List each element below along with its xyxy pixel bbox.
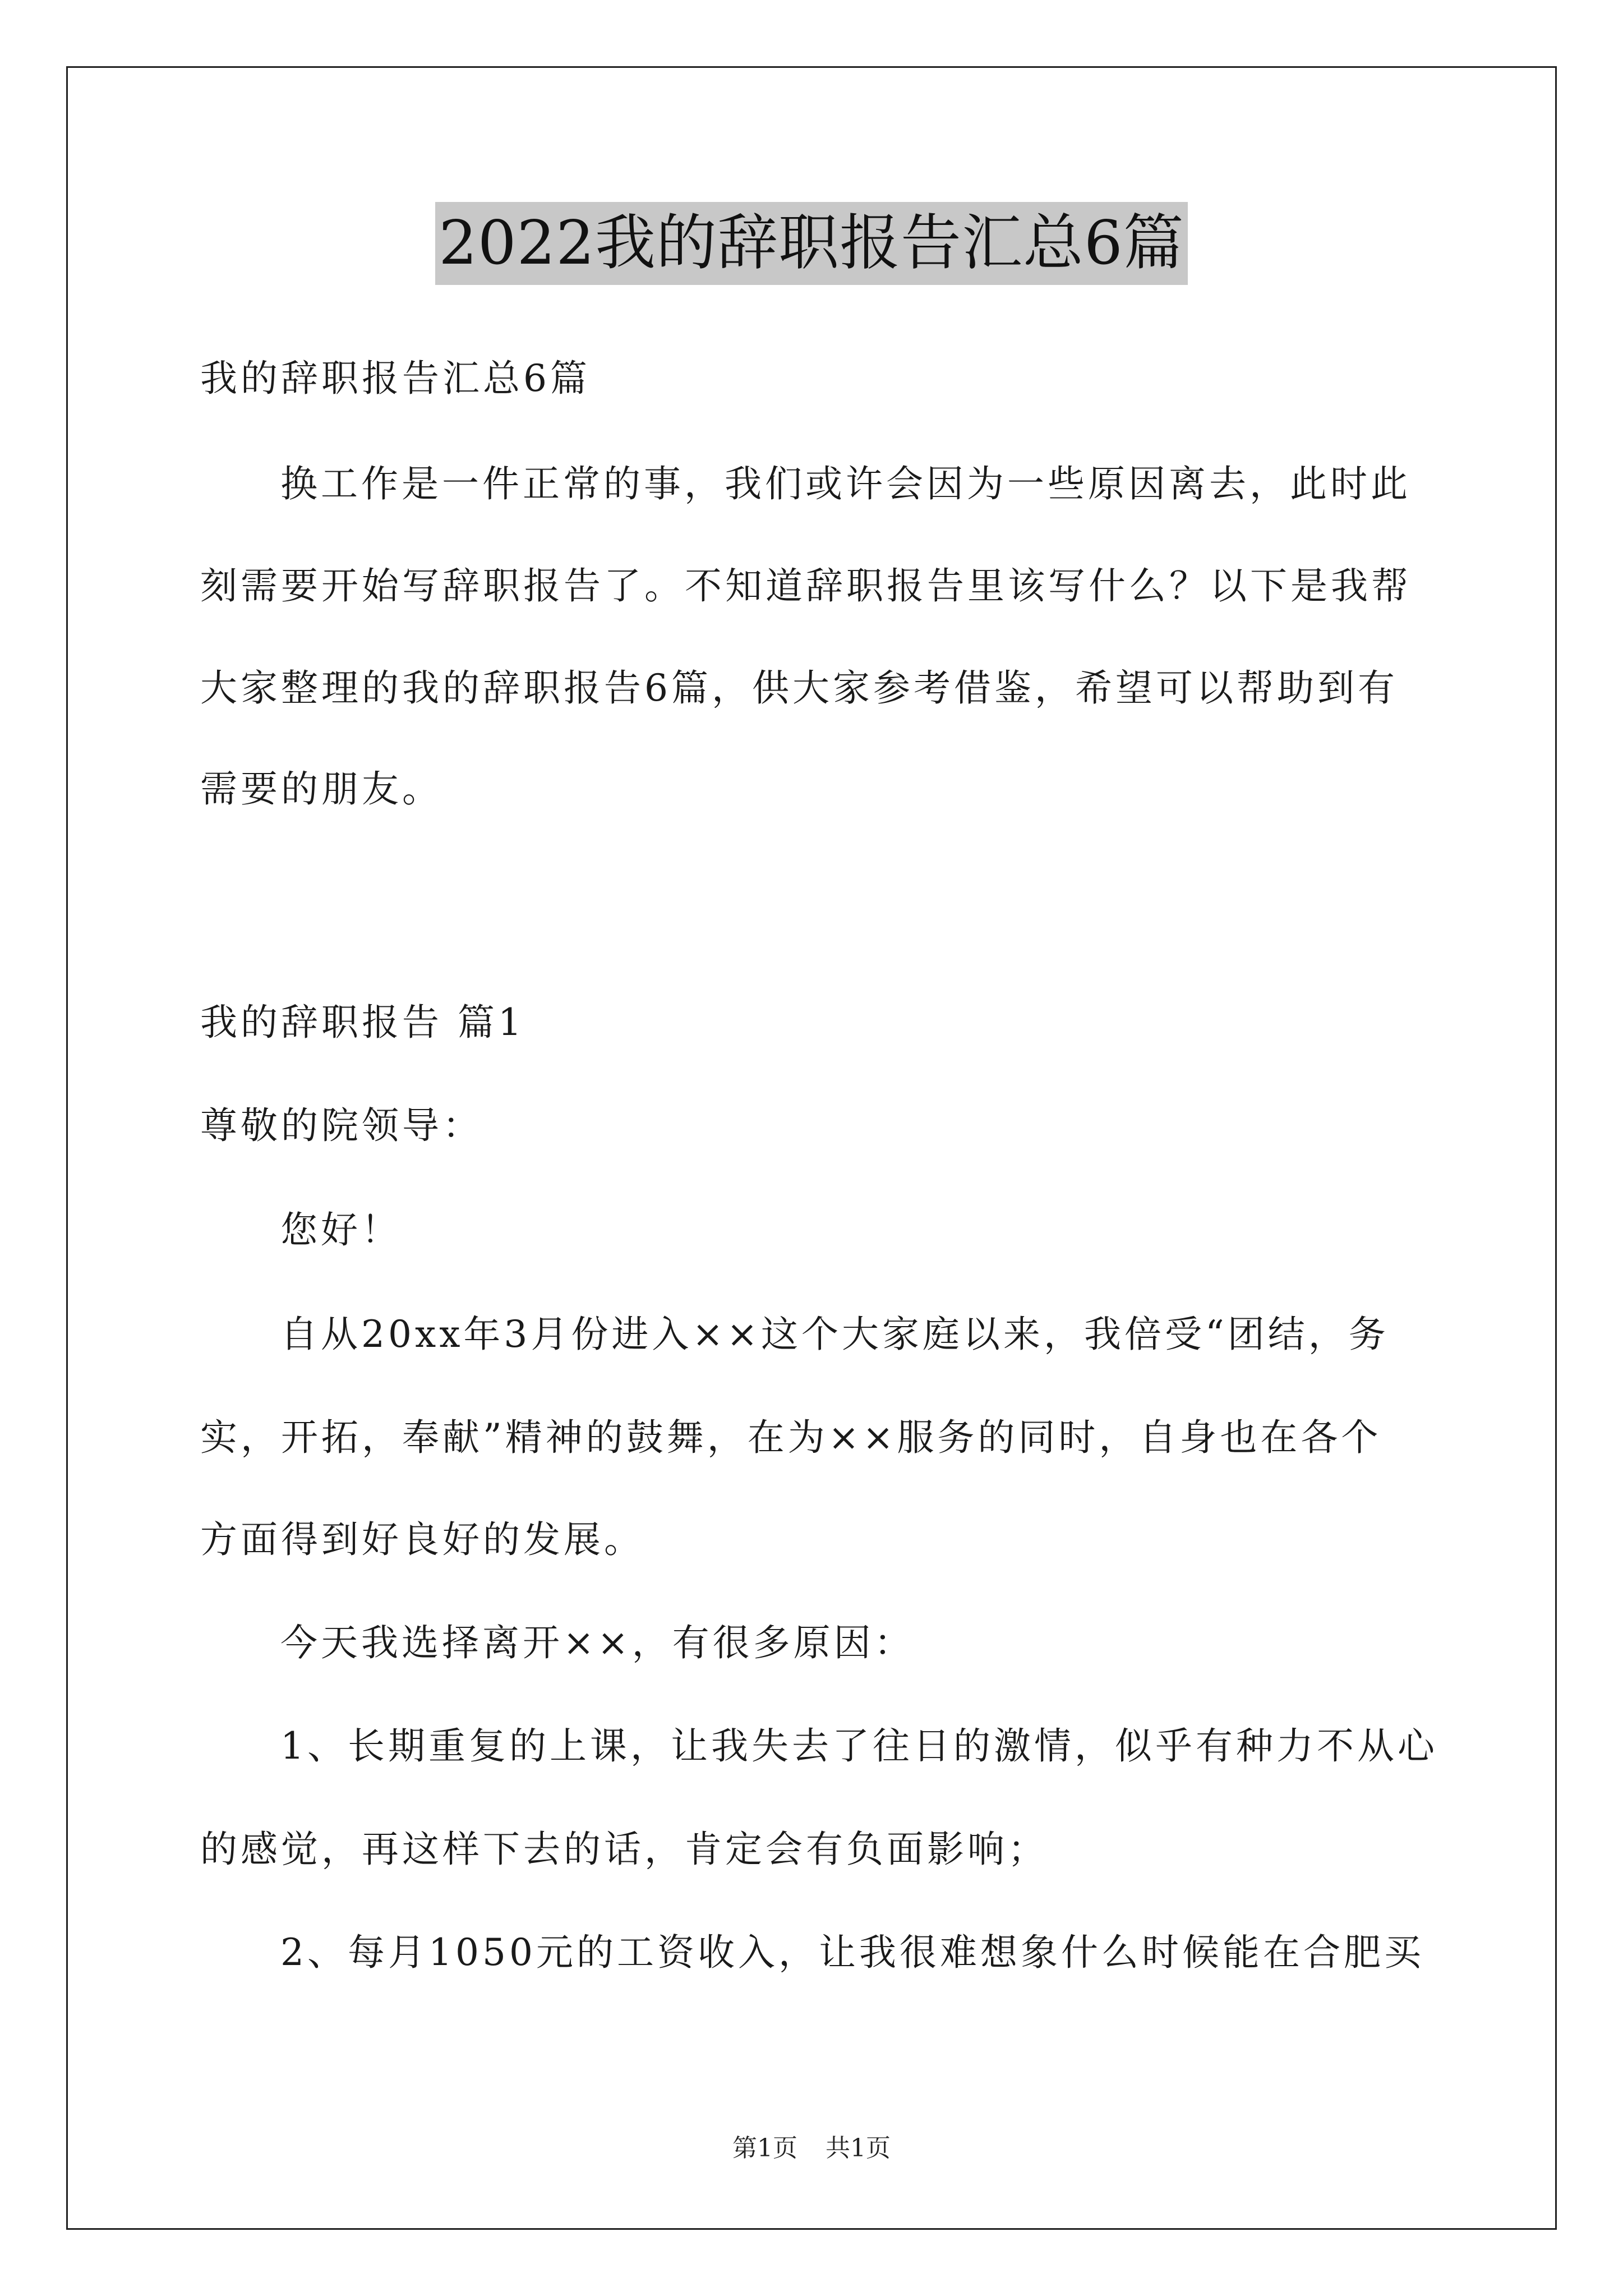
intro-line: 需要的朋友。: [200, 767, 442, 811]
paragraph-line: 自从20xx年3月份进入××这个大家庭以来，我倍受“团结，务: [280, 1313, 1389, 1356]
intro-line: 刻需要开始写辞职报告了。不知道辞职报告里该写什么？以下是我帮: [200, 564, 1412, 608]
list-item-line: 2、每月1050元的工资收入，让我很难想象什么时候能在合肥买: [280, 1931, 1424, 1974]
salutation: 尊敬的院领导：: [200, 1104, 483, 1147]
title-container: [0, 202, 1623, 285]
greeting: 您好！: [280, 1208, 402, 1251]
page-footer: [0, 2132, 1623, 2165]
page-number: 第1页: [732, 2134, 797, 2162]
paragraph-line: 实，开拓，奉献”精神的鼓舞，在为××服务的同时，自身也在各个: [200, 1416, 1382, 1459]
paragraph-line: 今天我选择离开××，有很多原因：: [280, 1621, 915, 1664]
section-heading: 我的辞职报告 篇1: [200, 1001, 525, 1044]
list-item-line: 1、长期重复的上课，让我失去了往日的激情，似乎有种力不从心: [280, 1724, 1438, 1768]
page-total: 共1页: [826, 2134, 891, 2162]
paragraph-line: 方面得到好良好的发展。: [200, 1518, 644, 1561]
document-subtitle: 我的辞职报告汇总6篇: [200, 357, 591, 400]
document-title: 2022我的辞职报告汇总6篇: [435, 202, 1188, 285]
intro-line: 换工作是一件正常的事，我们或许会因为一些原因离去，此时此: [280, 462, 1411, 505]
list-item-line: 的感觉，再这样下去的话，肯定会有负面影响；: [200, 1828, 1048, 1871]
intro-line: 大家整理的我的辞职报告6篇，供大家参考借鉴，希望可以帮助到有: [200, 666, 1398, 710]
